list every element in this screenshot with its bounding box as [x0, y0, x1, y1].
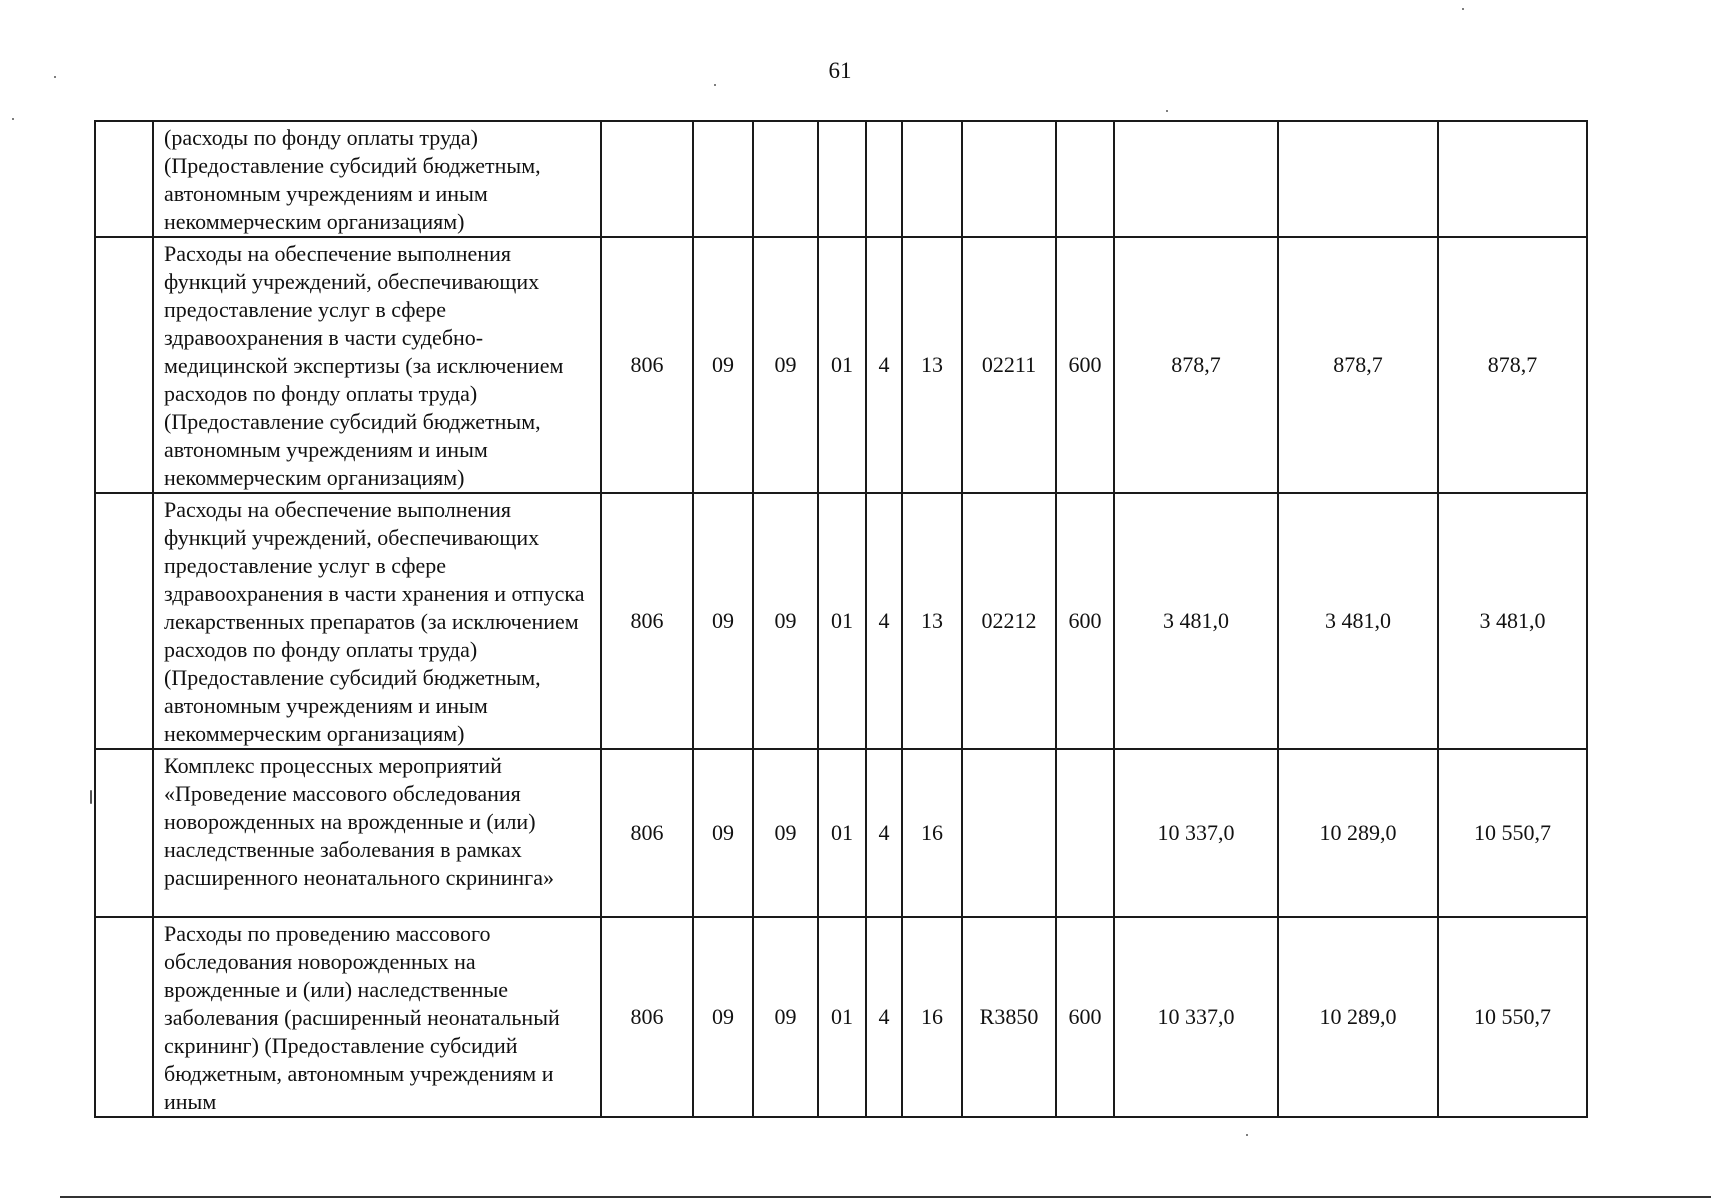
- expense-direction-cell: [962, 121, 1056, 237]
- section-code-cell: 09: [693, 749, 753, 917]
- scan-speck: [90, 790, 92, 804]
- amount-year3-cell: 10 550,7: [1438, 917, 1587, 1117]
- amount-year3-cell: 3 481,0: [1438, 493, 1587, 749]
- amount-year3-cell: 878,7: [1438, 237, 1587, 493]
- ministry-code-cell: 806: [601, 237, 693, 493]
- program-code-cell: 01: [818, 749, 866, 917]
- scan-speck: [1462, 8, 1464, 10]
- amount-year2-cell: [1278, 121, 1438, 237]
- ministry-code-cell: 806: [601, 493, 693, 749]
- scan-speck: [714, 84, 716, 86]
- amount-year3-cell: [1438, 121, 1587, 237]
- expense-type-cell: 600: [1056, 917, 1114, 1117]
- row-number-cell: [95, 749, 153, 917]
- section-code-cell: [693, 121, 753, 237]
- structural-element-cell: 13: [902, 237, 962, 493]
- program-code-cell: 01: [818, 917, 866, 1117]
- amount-year1-cell: 3 481,0: [1114, 493, 1278, 749]
- subsection-code-cell: 09: [753, 493, 818, 749]
- amount-year2-cell: 10 289,0: [1278, 749, 1438, 917]
- structural-element-cell: 13: [902, 493, 962, 749]
- ministry-code-cell: [601, 121, 693, 237]
- row-number-cell: [95, 493, 153, 749]
- row-number-cell: [95, 237, 153, 493]
- table-row: [95, 121, 1587, 237]
- subsection-code-cell: 09: [753, 917, 818, 1117]
- budget-table: [94, 120, 1588, 1118]
- section-code-cell: 09: [693, 917, 753, 1117]
- description-cell: Расходы по проведению массового обследования новорожденных на врожденные и (или) наследственные заболевания (расширенный неонатальный скрининг) (Предоставление субсидий бюджетным, автономным учреждениям и иным: [153, 917, 601, 1117]
- scan-speck: [54, 76, 56, 78]
- table-row: [95, 917, 1587, 1117]
- row-number-cell: [95, 121, 153, 237]
- subsection-code-cell: [753, 121, 818, 237]
- subsection-code-cell: 09: [753, 237, 818, 493]
- program-type-cell: 4: [866, 493, 902, 749]
- description-cell: (расходы по фонду оплаты труда) (Предоставление субсидий бюджетным, автономным учреждениям и иным некоммерческим организациям): [153, 121, 601, 237]
- section-code-cell: 09: [693, 493, 753, 749]
- page-number: 61: [828, 58, 852, 83]
- expense-direction-cell: 02211: [962, 237, 1056, 493]
- program-type-cell: [866, 121, 902, 237]
- program-type-cell: 4: [866, 237, 902, 493]
- scan-speck: [12, 118, 14, 120]
- expense-type-cell: [1056, 121, 1114, 237]
- table-row: [95, 493, 1587, 749]
- description-cell: Расходы на обеспечение выполнения функций учреждений, обеспечивающих предоставление услуг в сфере здравоохранения в части хранения и отпуска лекарственных препаратов (за исключением расходов по фонду оплаты труда) (Предоставление субсидий бюджетным, автономным учреждениям и иным некоммерческим организациям): [153, 493, 601, 749]
- expense-direction-cell: R3850: [962, 917, 1056, 1117]
- description-cell: Расходы на обеспечение выполнения функций учреждений, обеспечивающих предоставление услуг в сфере здравоохранения в части судебно-медицинской экспертизы (за исключением расходов по фонду оплаты труда) (Предоставление субсидий бюджетным, автономным учреждениям и иным некоммерческим организациям): [153, 237, 601, 493]
- amount-year1-cell: 10 337,0: [1114, 917, 1278, 1117]
- row-number-cell: [95, 917, 153, 1117]
- amount-year3-cell: 10 550,7: [1438, 749, 1587, 917]
- structural-element-cell: 16: [902, 917, 962, 1117]
- amount-year1-cell: 10 337,0: [1114, 749, 1278, 917]
- ministry-code-cell: 806: [601, 749, 693, 917]
- amount-year2-cell: 3 481,0: [1278, 493, 1438, 749]
- program-code-cell: 01: [818, 493, 866, 749]
- ministry-code-cell: 806: [601, 917, 693, 1117]
- program-type-cell: 4: [866, 917, 902, 1117]
- table-row: [95, 237, 1587, 493]
- program-code-cell: 01: [818, 237, 866, 493]
- scan-speck: [1166, 110, 1168, 112]
- bottom-rule: [60, 1196, 1711, 1198]
- amount-year1-cell: 878,7: [1114, 237, 1278, 493]
- amount-year1-cell: [1114, 121, 1278, 237]
- section-code-cell: 09: [693, 237, 753, 493]
- scan-speck: [1246, 1134, 1248, 1136]
- program-code-cell: [818, 121, 866, 237]
- table-row: [95, 749, 1587, 917]
- expense-type-cell: 600: [1056, 493, 1114, 749]
- expense-type-cell: [1056, 749, 1114, 917]
- structural-element-cell: 16: [902, 749, 962, 917]
- structural-element-cell: [902, 121, 962, 237]
- expense-type-cell: 600: [1056, 237, 1114, 493]
- amount-year2-cell: 878,7: [1278, 237, 1438, 493]
- subsection-code-cell: 09: [753, 749, 818, 917]
- program-type-cell: 4: [866, 749, 902, 917]
- expense-direction-cell: 02212: [962, 493, 1056, 749]
- expense-direction-cell: [962, 749, 1056, 917]
- description-cell: Комплекс процессных мероприятий «Проведение массового обследования новорожденных на врожденные и (или) наследственные заболевания в рамках расширенного неонатального скрининга»: [153, 749, 601, 917]
- amount-year2-cell: 10 289,0: [1278, 917, 1438, 1117]
